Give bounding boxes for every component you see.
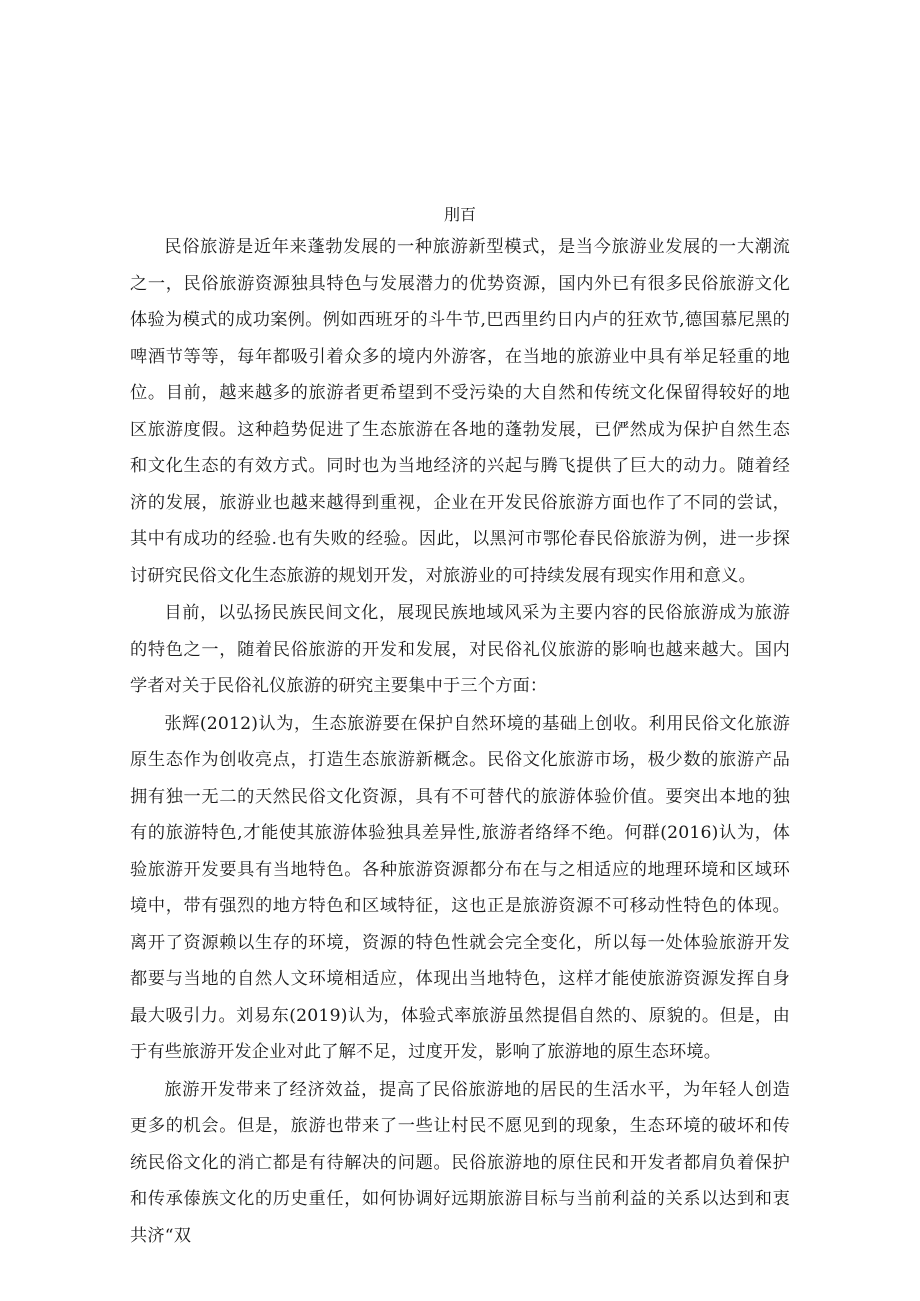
- paragraph-development-impact: 旅游开发带来了经济效益，提高了民俗旅游地的居民的生活水平，为年轻人创造更多的机会。但是，旅游也带来了一些让村民不愿见到的现象，生态环境的破坏和传统民俗文化的消亡都是有待解决的问题。民俗旅游地的原住民和开发者都肩负着保护和传承傣族文化的历史重任，如何协调好远期旅游目标与当前利益的关系以达到和衷共济“双: [130, 1079, 790, 1246]
- document-page: [130, 203, 790, 1254]
- paragraph-research-overview: 目前，以弘扬民族民间文化，展现民族地域风采为主要内容的民俗旅游成为旅游的特色之一，随着民俗旅游的开发和发展，对民俗礼仪旅游的影响也越来越大。国内学者对关于民俗礼仪旅游的研究主要集中于三个方面：: [130, 603, 790, 696]
- page-title: 刖百: [443, 205, 476, 224]
- paragraph-intro: 民俗旅游是近年来蓬勃发展的一种旅游新型模式，是当今旅游业发展的一大潮流之一，民俗旅游资源独具特色与发展潜力的优势资源，国内外已有很多民俗旅游文化体验为模式的成功案例。例如西班牙的斗牛节,巴西里约日内卢的狂欢节,德国慕尼黑的啤酒节等等，每年都吸引着众多的境内外游客，在当地的旅游业中具有举足轻重的地位。目前，越来越多的旅游者更希望到不受污染的大自然和传统文化保留得较好的地区旅游度假。这种趋势促进了生态旅游在各地的蓬勃发展，已俨然成为保护自然生态和文化生态的有效方式。同时也为当地经济的兴起与腾飞提供了巨大的动力。随着经济的发展，旅游业也越来越得到重视，企业在开发民俗旅游方面也作了不同的尝试，其中有成功的经验.也有失败的经验。因此，以黑河市鄂伦春民俗旅游为例，进一步探讨研究民俗文化生态旅游的规划开发，对旅游业的可持续发展有现实作用和意义。: [130, 237, 790, 586]
- paragraph-literature-review: 张辉(2012)认为，生态旅游要在保护自然环境的基础上创收。利用民俗文化旅游原生态作为创收亮点，打造生态旅游新概念。民俗文化旅游市场，极少数的旅游产品拥有独一无二的天然民俗文化资源，具有不可替代的旅游体验价值。要突出本地的独有的旅游特色,才能使其旅游体验独具差异性,旅游者络绎不绝。何群(2016)认为，体验旅游开发要具有当地特色。各种旅游资源都分布在与之相适应的地理环境和区域环境中，带有强烈的地方特色和区域特征，这也正是旅游资源不可移动性特色的体现。离开了资源赖以生存的环境，资源的特色性就会完全变化，所以每一处体验旅游开发都要与当地的自然人文环境相适应，体现出当地特色，这样才能使旅游资源发挥自身最大吸引力。刘易东(2019)认为，体验式率旅游虽然提倡自然的、原貌的。但是，由于有些旅游开发企业对此了解不足，过度开发，影响了旅游地的原生态环境。: [130, 713, 790, 1062]
